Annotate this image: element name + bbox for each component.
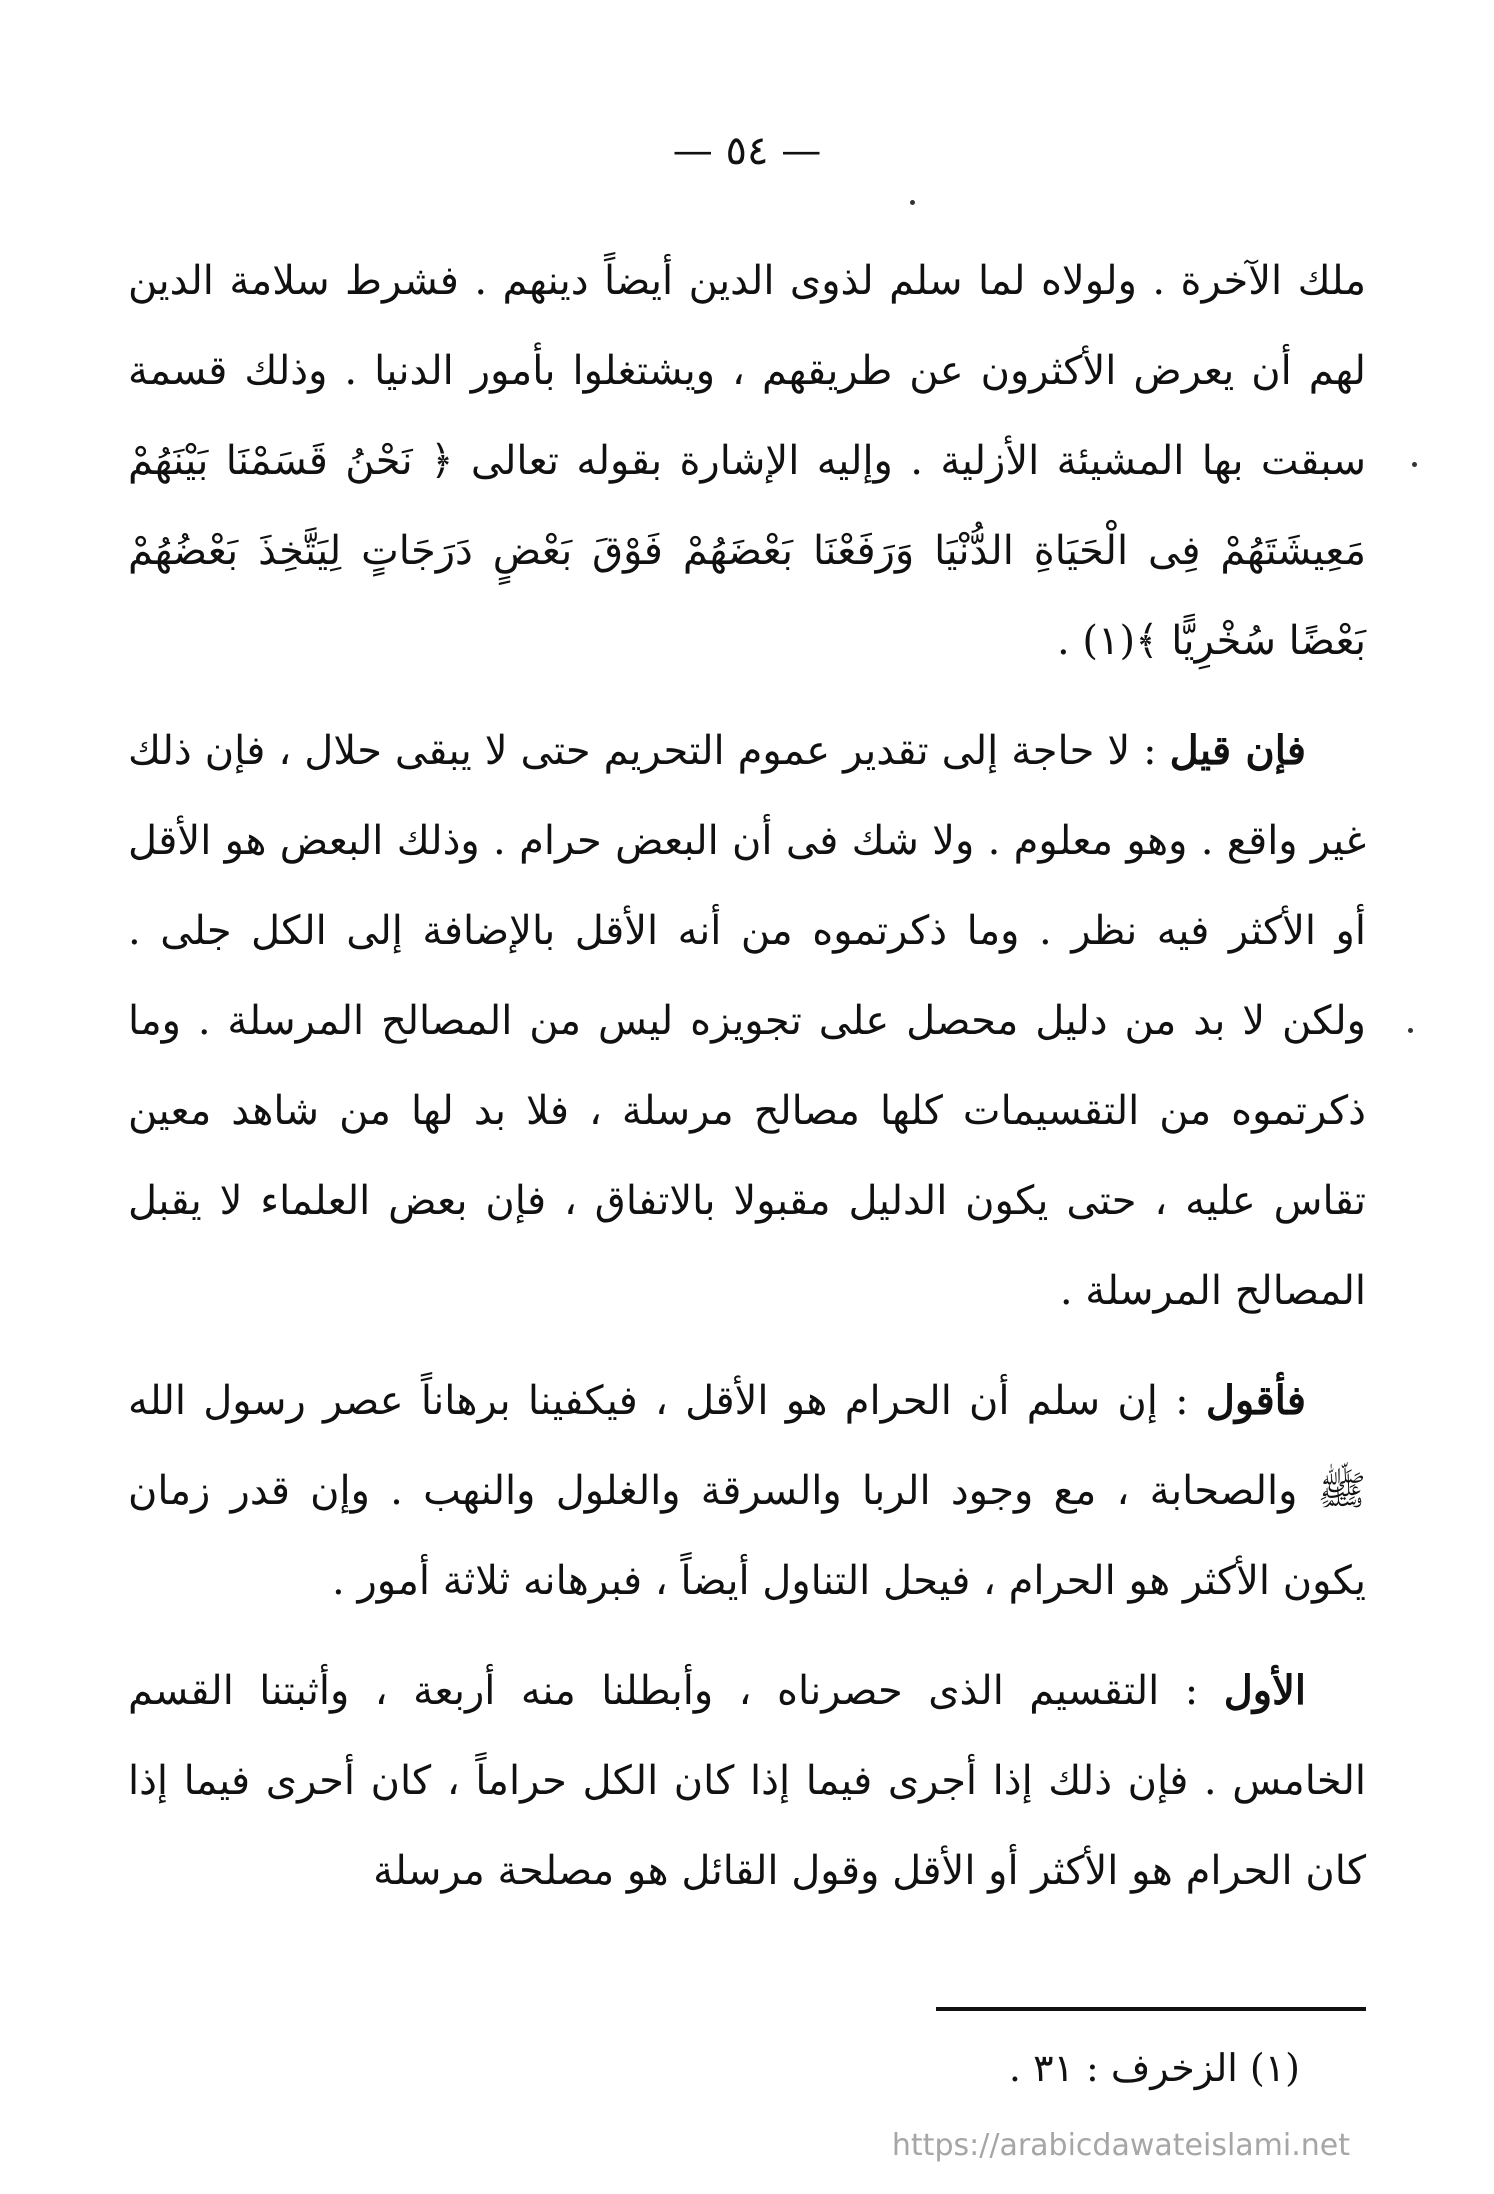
paragraph-4 — [128, 1646, 1366, 1916]
paragraph-2 — [128, 706, 1366, 1336]
scan-speck — [1412, 462, 1417, 467]
scan-speck — [910, 200, 915, 205]
paragraph-text: : التقسيم الذى حصرناه ، وأبطلنا منه أربعة ، وأثبتنا القسم الخامس . فإن ذلك إذا أجرى فيما إذا كان الكل حراماً ، كان أحرى فيما إذا كان الحرام هو الأكثر أو الأقل وقول القائل هو مصلحة مرسلة — [128, 1668, 1367, 1894]
paragraph-text: : إن سلم أن الحرام هو الأقل ، فيكفينا برهاناً عصر رسول الله ﷺ والصحابة ، مع وجود الربا والسرقة والغلول والنهب . وإن قدر زمان يكون الأكثر هو الحرام ، فيحل التناول أيضاً ، فبرهانه ثلاثة أمور . — [128, 1378, 1366, 1604]
watermark-url: https://arabicdawateislami.net — [891, 2128, 1350, 2163]
paragraph-1 — [128, 236, 1366, 686]
paragraph-text: : لا حاجة إلى تقدير عموم التحريم حتى لا يبقى حلال ، فإن ذلك غير واقع . وهو معلوم . ولا شك فى أن البعض حرام . وذلك البعض هو الأقل أو الأكثر فيه نظر . وما ذكرتموه من أنه الأقل بالإضافة إلى الكل جلى . ولكن لا بد من دليل محصل على تجويزه ليس من المصالح المرسلة . وما ذكرتموه من التقسيمات كلها مصالح مرسلة ، فلا بد لها من شاهد معين تقاس عليه ، حتى يكون الدليل مقبولا بالاتفاق ، فإن بعض العلماء لا يقبل المصالح المرسلة . — [128, 728, 1367, 1314]
paragraph-text: ملك الآخرة . ولولاه لما سلم لذوى الدين أيضاً دينهم . فشرط سلامة الدين لهم أن يعرض الأكثرون عن طريقهم ، ويشتغلوا بأمور الدنيا . وذلك قسمة سبقت بها المشيئة الأزلية . وإليه الإشارة بقوله تعالى ﴿ نَحْنُ قَسَمْنَا بَيْنَهُمْ مَعِيشَتَهُمْ فِى الْحَيَاةِ الدُّنْيَا وَرَفَعْنَا بَعْضَهُمْ فَوْقَ بَعْضٍ دَرَجَاتٍ لِيَتَّخِذَ بَعْضُهُمْ بَعْضًا سُخْرِيًّا ﴾(١) . — [128, 258, 1366, 664]
page-number: — ٥٤ — — [672, 128, 822, 174]
body-text — [128, 236, 1366, 1936]
paragraph-lead: فإن قيل — [1169, 727, 1306, 774]
scan-speck — [1408, 1028, 1413, 1033]
footnote: (١) الزخرف : ٣١ . — [1008, 2046, 1300, 2090]
paragraph-lead: الأول — [1223, 1667, 1306, 1714]
paragraph-3 — [128, 1356, 1366, 1626]
paragraph-lead: فأقول — [1205, 1377, 1306, 1424]
footnote-divider — [936, 2007, 1366, 2011]
